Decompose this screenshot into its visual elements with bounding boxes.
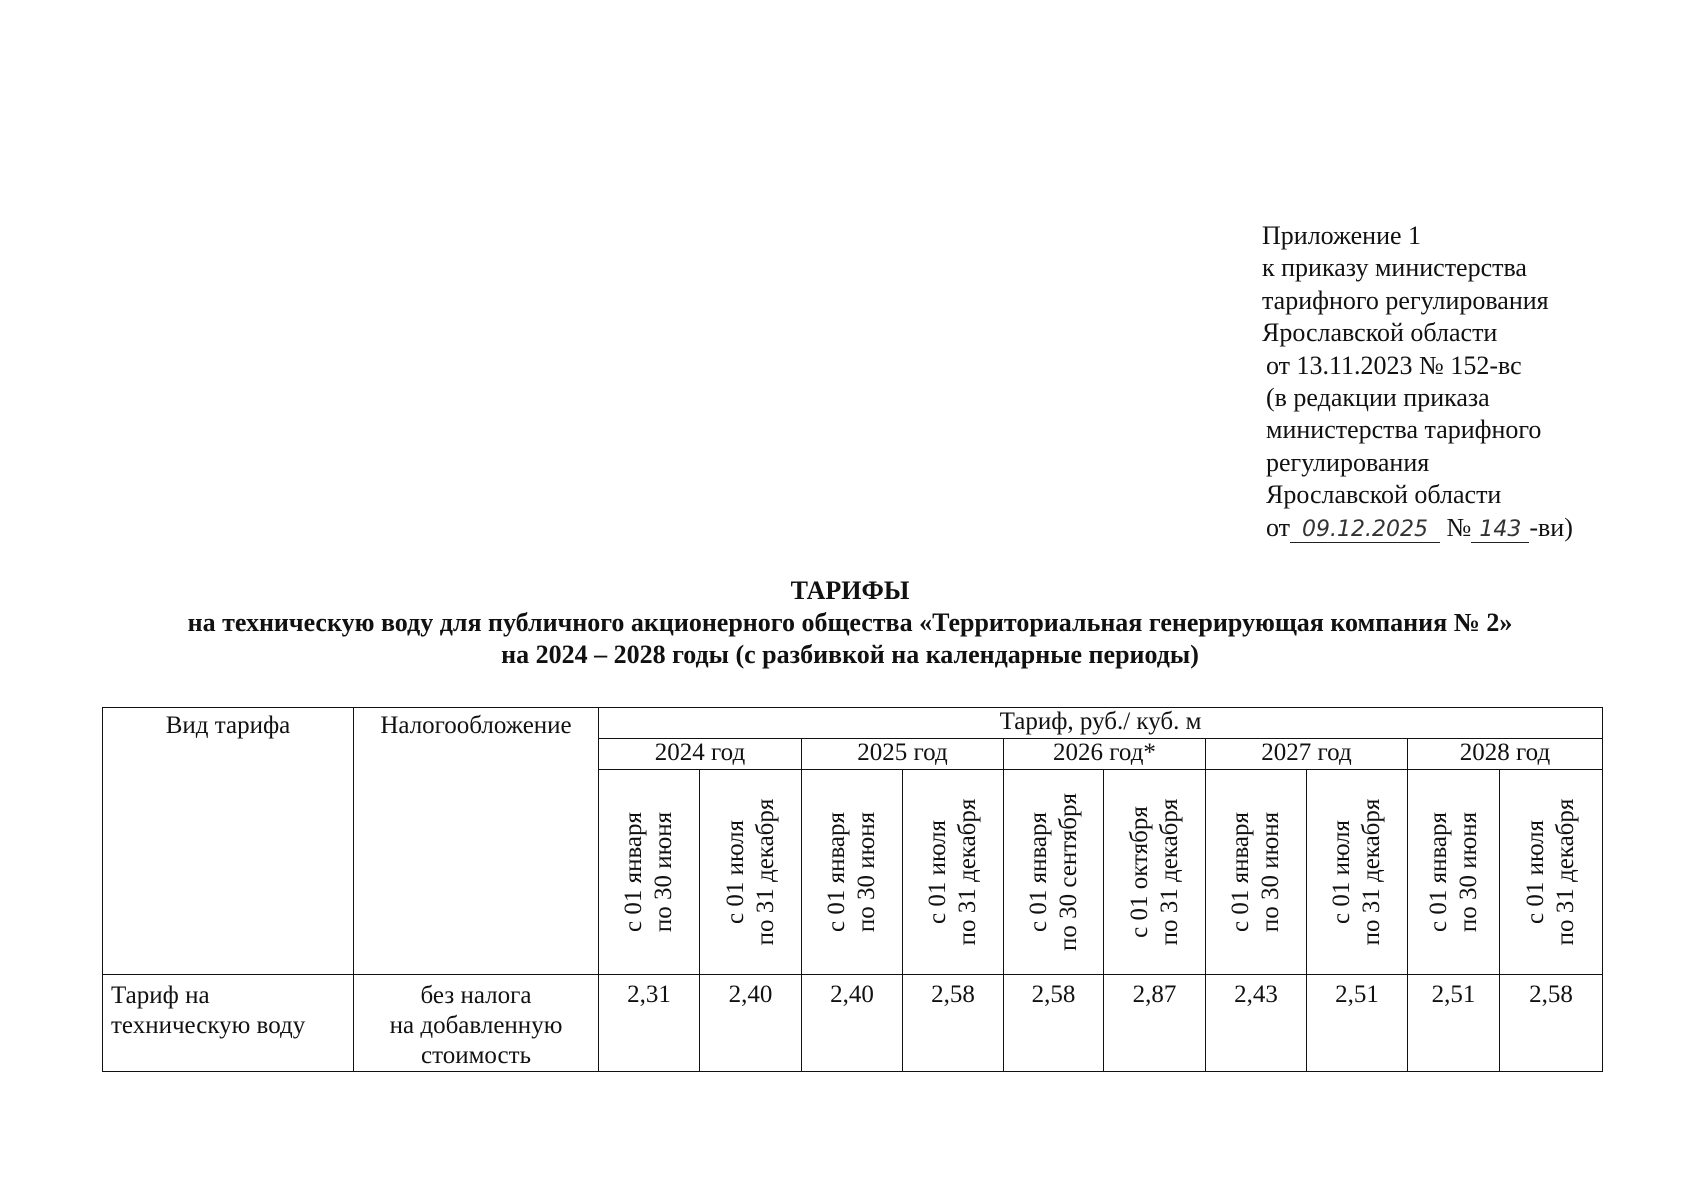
tariff-value: 2,58 [903, 975, 1004, 1072]
amendment-prefix: от [1266, 512, 1291, 542]
header-year: 2027 год [1206, 739, 1408, 770]
period-to: по 31 декабря [1155, 798, 1183, 946]
tariff-value: 2,51 [1307, 975, 1408, 1072]
header-period [802, 770, 903, 975]
period-to: по 31 декабря [1358, 798, 1385, 946]
header-period [599, 770, 700, 975]
period-from: с 01 января [1424, 811, 1452, 933]
tariff-value: 2,31 [599, 975, 700, 1072]
period-from: с 01 июля [1328, 820, 1355, 925]
period-from: с 01 июля [924, 820, 951, 925]
period-to: по 30 июня [1257, 811, 1284, 933]
header-year: 2028 год [1408, 739, 1603, 770]
period-from: с 01 января [1227, 811, 1254, 933]
appendix-line: от 13.11.2023 № 152-вс [1266, 350, 1522, 380]
header-period [700, 770, 802, 975]
header-taxation: Налогообложение [354, 708, 599, 975]
tariff-value: 2,51 [1408, 975, 1500, 1072]
appendix-line: Ярославской области [1262, 318, 1498, 348]
header-period [1307, 770, 1408, 975]
handwritten-number: 143 [1471, 518, 1529, 543]
period-to: по 31 декабря [1552, 798, 1579, 946]
tariff-value: 2,87 [1104, 975, 1206, 1072]
period-from: с 01 июля [721, 820, 749, 925]
tariff-value: 2,43 [1206, 975, 1307, 1072]
period-to: по 30 июня [1454, 811, 1482, 933]
header-period [1004, 770, 1104, 975]
header-year: 2026 год* [1004, 739, 1206, 770]
header-year: 2025 год [802, 739, 1004, 770]
tariff-type-line: Тариф на [111, 982, 210, 1009]
appendix-line: к приказу министерства [1262, 253, 1527, 283]
period-from: с 01 января [620, 811, 647, 933]
period-to: по 31 декабря [751, 798, 779, 946]
period-from: с 01 января [1024, 811, 1052, 933]
tariff-value: 2,40 [802, 975, 903, 1072]
title-line-1: на техническую воду для публичного акционерного общества «Территориальная генерирующая компания № 2» [187, 608, 1513, 637]
document-title [100, 575, 1600, 671]
header-tariff-unit: Тариф, руб./ куб. м [599, 708, 1603, 739]
header-period [903, 770, 1004, 975]
appendix-line: Ярославской области [1266, 480, 1502, 510]
period-from: с 01 января [823, 811, 850, 933]
appendix-block [1262, 220, 1622, 544]
taxation-line: на добавленную [389, 1012, 563, 1039]
taxation-line: стоимость [421, 1042, 531, 1069]
cell-taxation [354, 975, 599, 1072]
title-heading: ТАРИФЫ [790, 576, 910, 605]
period-to: по 31 декабря [954, 798, 981, 946]
period-to: по 30 сентября [1054, 792, 1082, 952]
period-to: по 30 июня [650, 811, 677, 933]
taxation-line: без налога [420, 982, 532, 1009]
period-to: по 30 июня [853, 811, 880, 933]
amendment-line [1262, 512, 1622, 544]
appendix-line: (в редакции приказа [1266, 383, 1490, 413]
handwritten-date: 09.12.2025 [1290, 518, 1440, 543]
table-row [103, 975, 1603, 1072]
amendment-suffix: -ви) [1529, 512, 1573, 542]
header-period [1408, 770, 1500, 975]
appendix-line: тарифного регулирования [1262, 285, 1549, 315]
cell-tariff-type [103, 975, 354, 1072]
tariff-type-line: техническую воду [111, 1012, 306, 1039]
appendix-line: Приложение 1 [1262, 221, 1422, 250]
tariff-value: 2,58 [1500, 975, 1603, 1072]
tariff-table [102, 707, 1603, 1072]
period-from: с 01 октября [1125, 806, 1153, 938]
tariff-value: 2,58 [1004, 975, 1104, 1072]
title-line-2: на 2024 – 2028 годы (с разбивкой на календарные периоды) [501, 640, 1199, 669]
number-sign: № [1446, 512, 1472, 542]
header-period [1206, 770, 1307, 975]
tariff-value: 2,40 [700, 975, 802, 1072]
period-from: с 01 июля [1522, 820, 1549, 925]
appendix-line: регулирования [1266, 447, 1430, 477]
header-period [1500, 770, 1603, 975]
header-year: 2024 год [599, 739, 802, 770]
appendix-line: министерства тарифного [1266, 415, 1542, 445]
header-period [1104, 770, 1206, 975]
header-tariff-type: Вид тарифа [103, 708, 354, 975]
